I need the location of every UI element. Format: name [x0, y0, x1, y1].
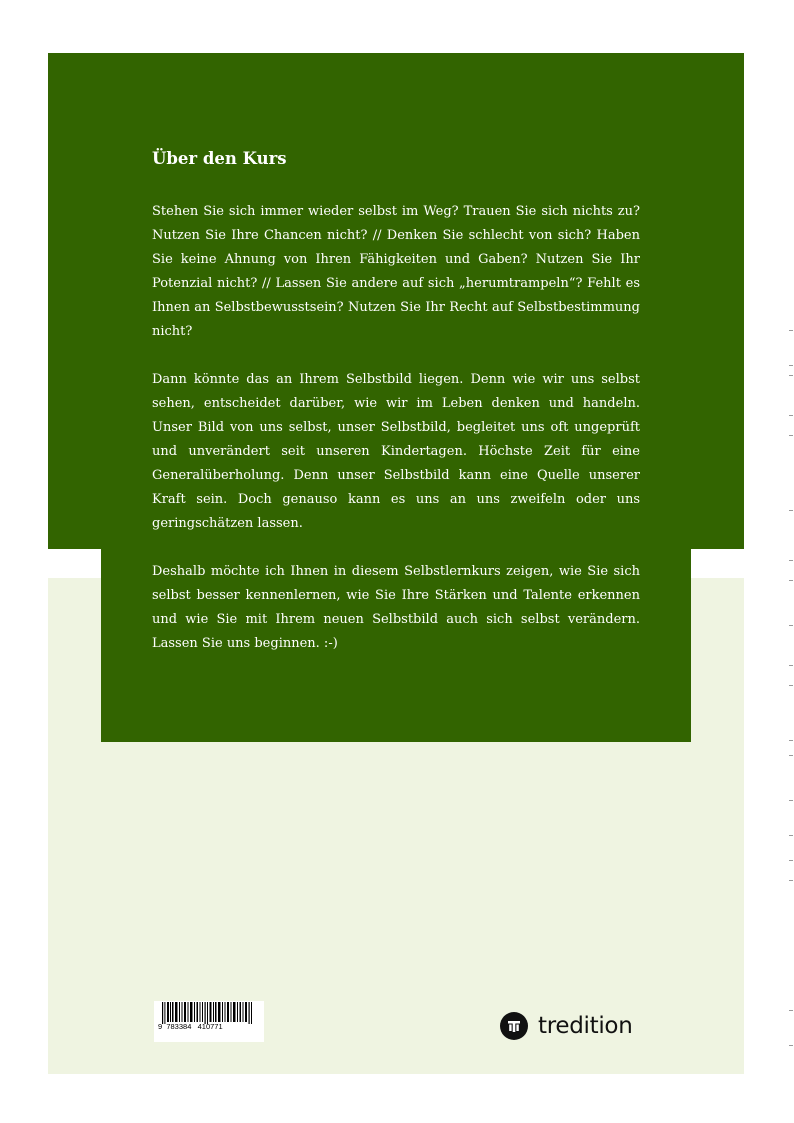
- about-paragraph-3: Deshalb möchte ich Ihnen in diesem Selbstlernkurs zeigen, wie Sie sich selbst besser kennenlernen, wie Sie Ihre Stärken und Talente erkennen und wie Sie mit Ihrem neuen Selbstbild auch sich selbst verändern. Lassen Sie uns beginnen. :-): [152, 564, 640, 651]
- tredition-logo-icon: [500, 1012, 528, 1040]
- book-back-cover: [48, 53, 744, 1074]
- spine-edge-marks: [789, 320, 794, 1060]
- publisher-logo: [500, 1011, 632, 1041]
- about-course-panel: [101, 138, 691, 742]
- barcode-bars-icon: [162, 1002, 258, 1024]
- about-paragraph-2: Dann könnte das an Ihrem Selbstbild liegen. Denn wie wir uns selbst sehen, entscheidet darüber, wie wir im Leben denken und handeln. Unser Bild von uns selbst, unser Selbstbild, begleitet uns oft ungeprüft und unverändert seit unseren Kindertagen. Höchste Zeit für eine Generalüberholung. Denn unser Selbstbild kann eine Quelle unserer Kraft sein. Doch genauso kann es uns an uns zweifeln oder uns geringschätzen lassen.: [152, 372, 640, 531]
- isbn-barcode: [154, 1001, 264, 1042]
- about-paragraph-1: Stehen Sie sich immer wieder selbst im Weg? Trauen Sie sich nichts zu? Nutzen Sie Ihre Chancen nicht? // Denken Sie schlecht von sich? Haben Sie keine Ahnung von Ihren Fähigkeiten und Gaben? Nutzen Sie Ihr Potenzial nicht? // Lassen Sie andere auf sich „herumtrampeln“? Fehlt es Ihnen an Selbstbewusstsein? Nutzen Sie Ihr Recht auf Selbstbestimmung nicht?: [152, 204, 640, 339]
- barcode-digits: 9 783384 410771: [158, 1022, 223, 1031]
- about-course-title: Über den Kurs: [152, 149, 287, 168]
- publisher-name: tredition: [538, 1013, 633, 1039]
